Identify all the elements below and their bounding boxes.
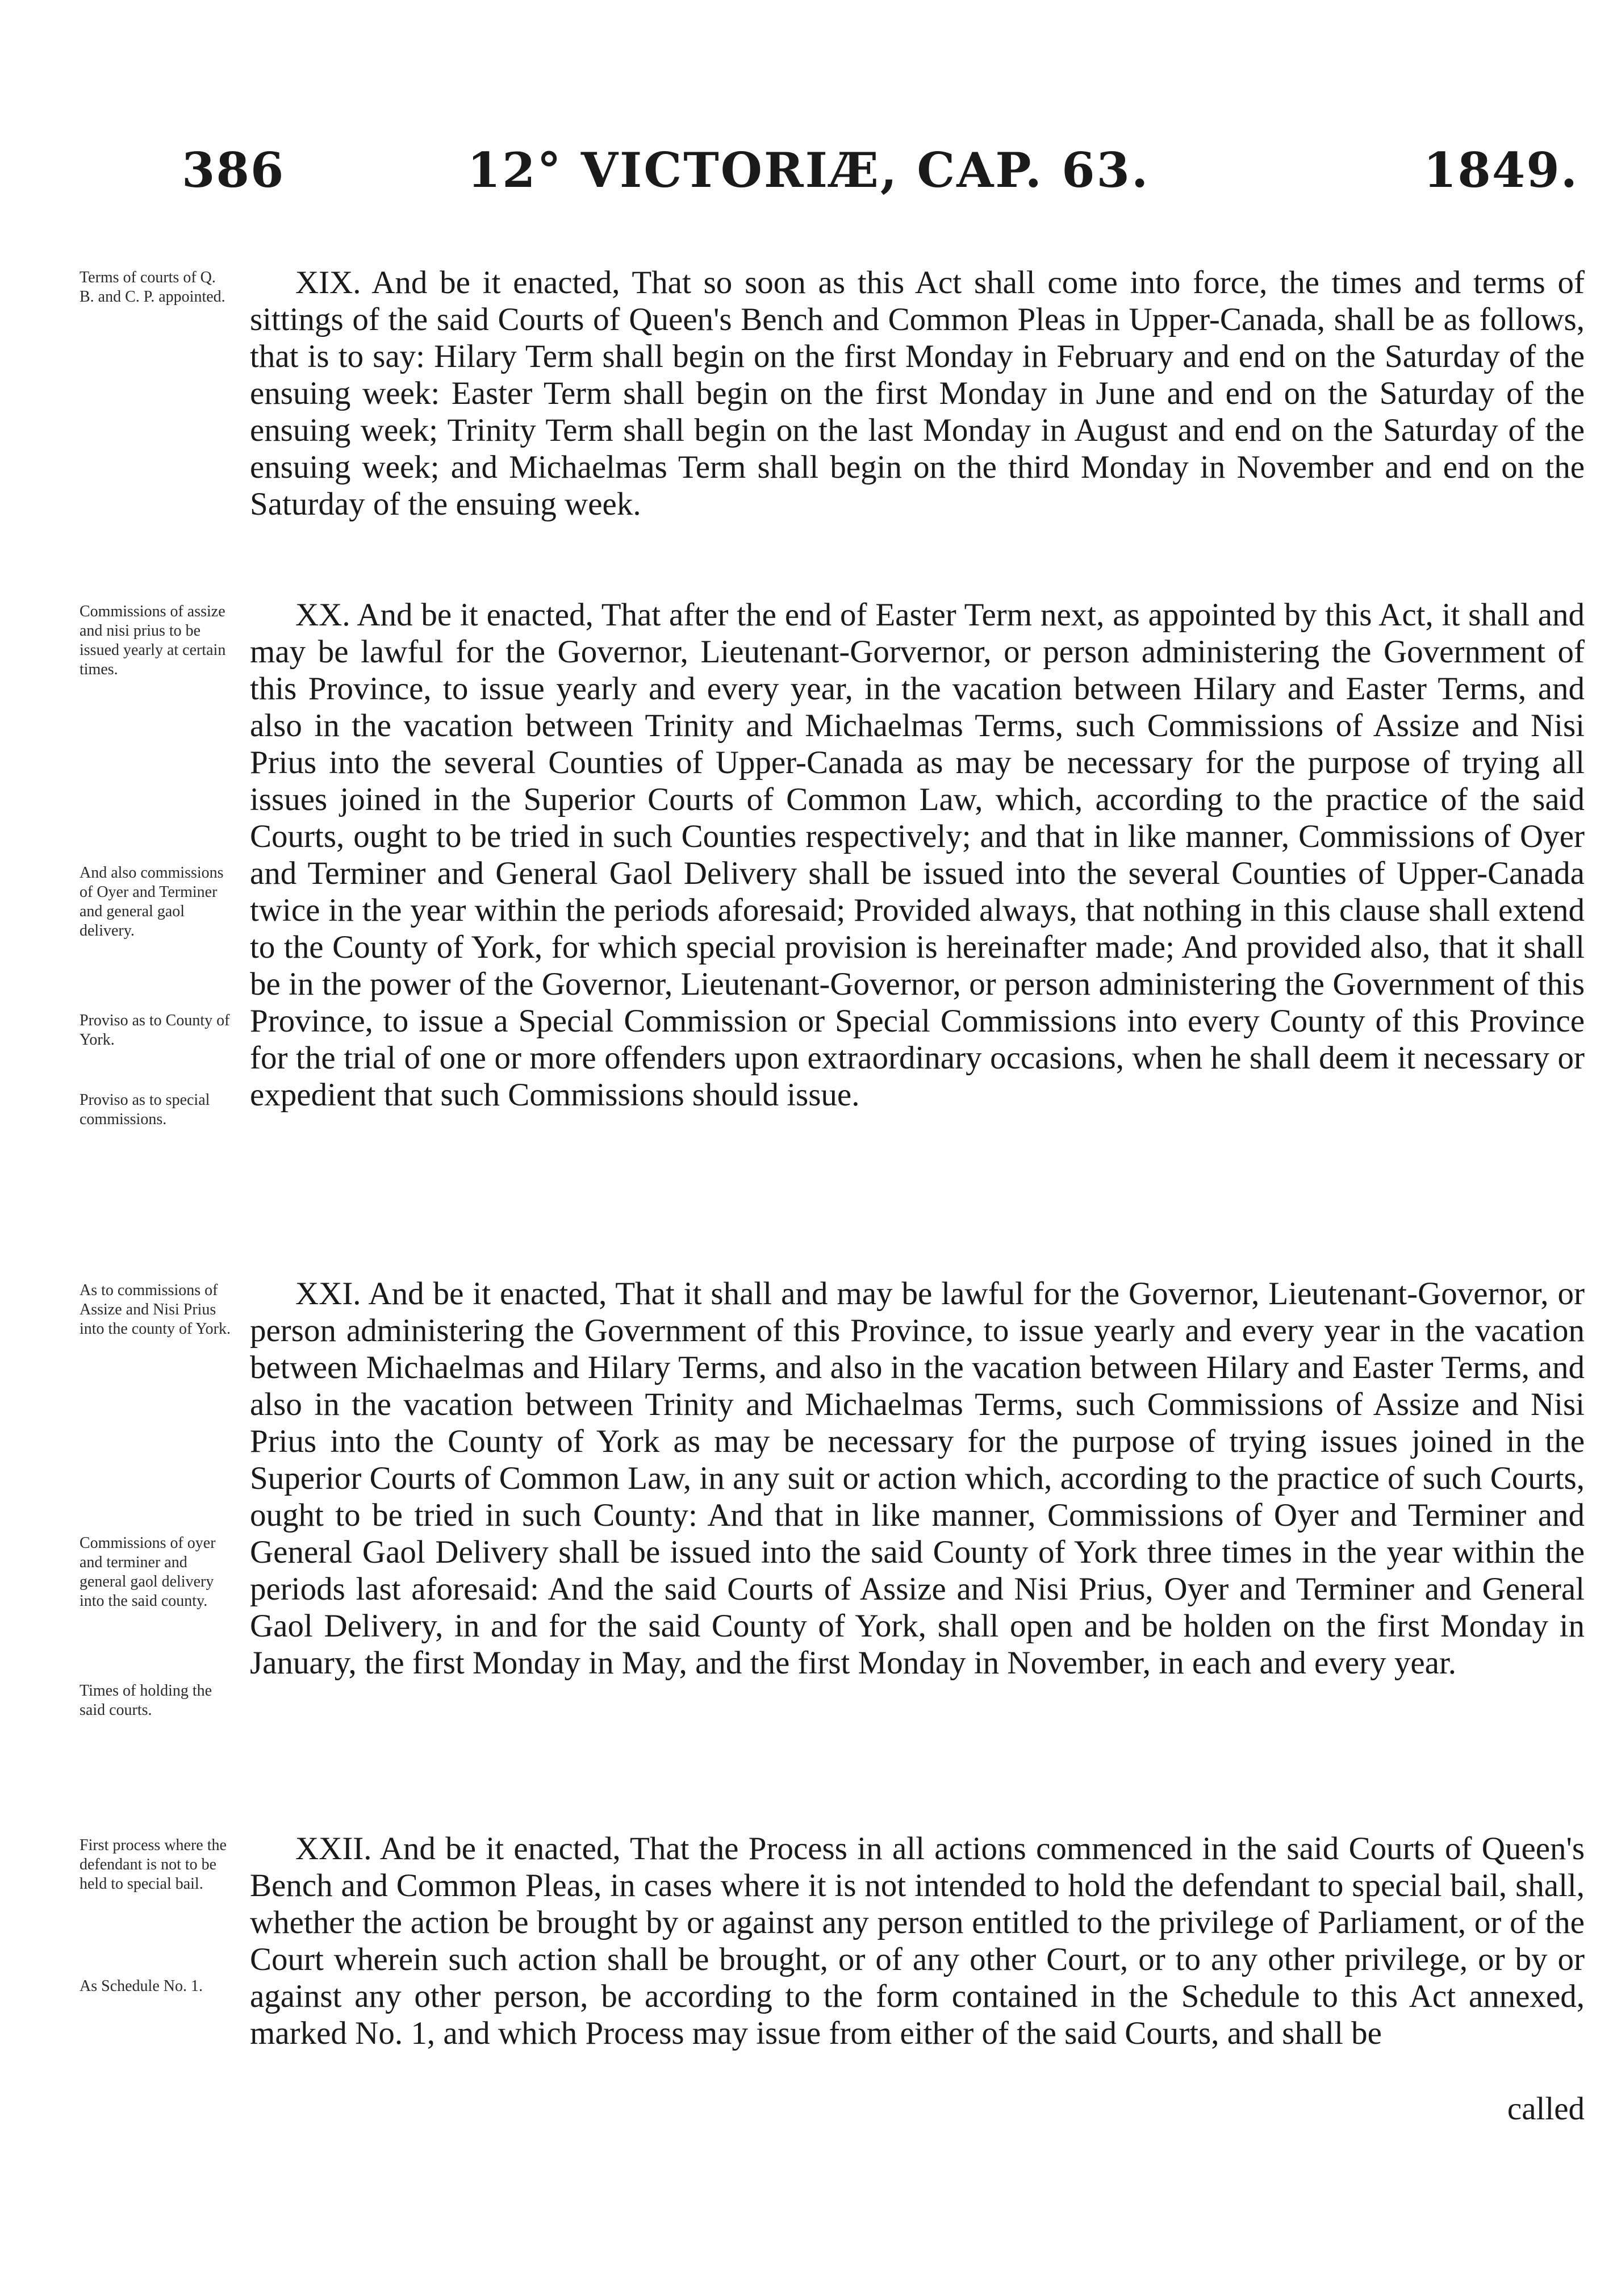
running-head (0, 142, 1617, 216)
marginal-note: Times of holding the said courts. (80, 1682, 212, 1719)
year: 1849. (1423, 142, 1578, 198)
marginal-note: Proviso as to County of York. (80, 1012, 230, 1049)
catchword: called (1507, 2091, 1585, 2127)
section-paragraph: XIX. And be it enacted, That so soon as this Act shall come into force, the times and terms of sittings of the said Courts of Queen's Bench and Common Pleas in Upper-Canada, shall be as follows, that is to say: Hilary Term shall begin on the first Monday in February and end on the Saturday of the ensuing week: Easter Term shall begin on the first Monday in June and end on the Saturday of the ensuing week; Trinity Term shall begin on the last Monday in August and end on the Saturday of the ensuing week; and Michaelmas Term shall begin on the third Monday in November and end on the Saturday of the ensuing week. (250, 265, 1585, 522)
marginal-note: Commissions of oyer and terminer and general gaol delivery into the said county. (80, 1534, 216, 1610)
marginal-note: As to commissions of Assize and Nisi Prius into the county of York. (80, 1281, 231, 1338)
marginal-note: As Schedule No. 1. (80, 1977, 203, 1995)
marginal-note: Commissions of assize and nisi prius to be issued yearly at certain times. (80, 603, 226, 678)
section-paragraph: XX. And be it enacted, That after the end of Easter Term next, as appointed by this Act, it shall and may be lawful for the Governor, Lieutenant-Gorvernor, or person administering the Government of this Province, to issue yearly and every year, in the vacation between Hilary and Easter Terms, and also in the vacation between Trinity and Michaelmas Terms, such Commissions of Assize and Nisi Prius into the several Counties of Upper-Canada as may be necessary for the purpose of trying all issues joined in the Superior Courts of Common Law, which, according to the practice of the said Courts, ought to be tried in such Counties respectively; and that in like manner, Commissions of Oyer and Terminer and General Gaol Delivery shall be issued into the several Counties of Upper-Canada twice in the year within the periods aforesaid; Provided always, that nothing in this clause shall extend to the County of York, for which special provision is hereinafter made; And provided also, that it shall be in the power of the Governor, Lieutenant-Governor, or person administering the Government of this Province, to issue a Special Commission or Special Commissions into every County of this Province for the trial of one or more offenders upon extraordinary occasions, when he shall deem it necessary or expedient that such Commissions should issue. (250, 597, 1585, 1113)
section-paragraph: XXI. And be it enacted, That it shall and may be lawful for the Governor, Lieutenant-Governor, or person administering the Government of this Province, to issue yearly and every year in the vacation between Michaelmas and Hilary Terms, and also in the vacation between Hilary and Easter Terms, and also in the vacation between Trinity and Michaelmas Terms, such Commissions of Assize and Nisi Prius into the County of York as may be necessary for the purpose of trying issues joined in the Superior Courts of Common Law, in any suit or action which, according to the practice of such Courts, ought to be tried in such County: And that in like manner, Commissions of Oyer and Terminer and General Gaol Delivery shall be issued into the said County of York three times in the year within the periods last aforesaid: And the said Courts of Assize and Nisi Prius, Oyer and Terminer and General Gaol Delivery, in and for the said County of York, shall open and be holden on the first Monday in January, the first Monday in May, and the first Monday in November, in each and every year. (250, 1276, 1585, 1681)
chapter-title: 12° VICTORIÆ, CAP. 63. (467, 142, 1150, 198)
page-number: 386 (182, 142, 285, 198)
section-text (250, 1830, 1585, 2052)
marginal-note: And also commissions of Oyer and Terminer and general gaol delivery. (80, 864, 224, 940)
section-paragraph: XXII. And be it enacted, That the Process in all actions commenced in the said Courts of Queen's Bench and Common Pleas, in cases where it is not intended to hold the defendant to special bail, shall, whether the action be brought by or against any person entitled to the privilege of Parliament, or of the Court wherein such action shall be brought, or of any other Court, or to any other privilege, or by or against any other person, be according to the form contained in the Schedule to this Act annexed, marked No. 1, and which Process may issue from either of the said Courts, and shall be (250, 1831, 1585, 2051)
section-text (250, 264, 1585, 523)
section-text (250, 596, 1585, 1113)
marginal-note: First process where the defendant is not to be held to special bail. (80, 1836, 227, 1893)
section-text (250, 1275, 1585, 1681)
marginal-note: Proviso as to special commissions. (80, 1091, 210, 1128)
marginal-note: Terms of courts of Q. B. and C. P. appointed. (80, 269, 225, 306)
